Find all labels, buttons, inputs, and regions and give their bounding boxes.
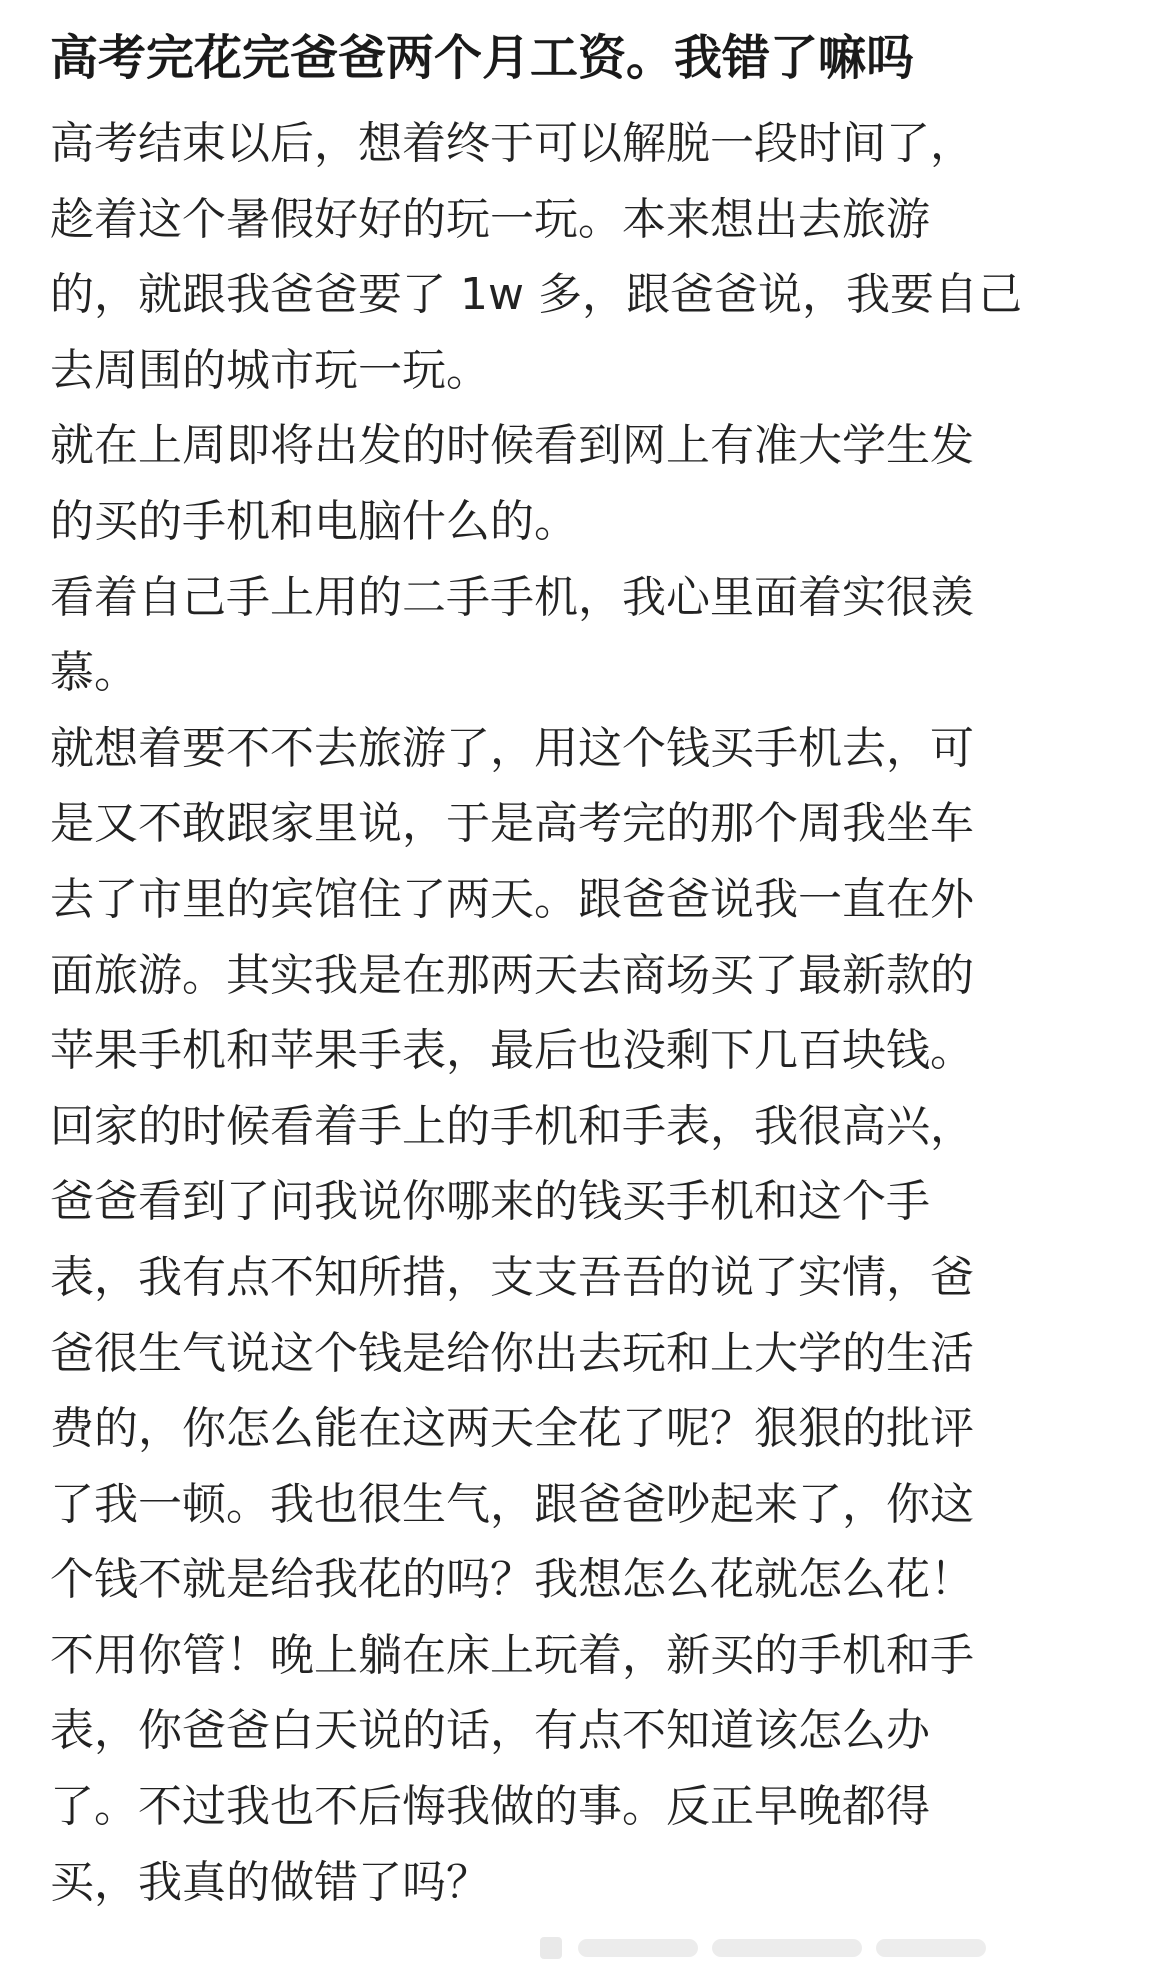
watermark-stroke xyxy=(876,1939,986,1957)
post-line: 趁着这个暑假好好的玩一玩。本来想出去旅游 xyxy=(50,193,930,245)
post-line: 表，我有点不知所措，支支吾吾的说了实情，爸 xyxy=(50,1251,974,1303)
watermark-stroke xyxy=(578,1939,698,1957)
post-line: 面旅游。其实我是在那两天去商场买了最新款的 xyxy=(50,949,974,1001)
post-line: 高考结束以后，想着终于可以解脱一段时间了， xyxy=(50,118,974,169)
watermark-logo-icon xyxy=(540,1937,562,1959)
post-line: 慕。 xyxy=(50,647,138,699)
post-line: 就想着要不不去旅游了，用这个钱买手机去，可 xyxy=(50,722,974,774)
post-line: 苹果手机和苹果手表，最后也没剩下几百块钱。 xyxy=(50,1025,974,1077)
post-line: 回家的时候看着手上的手机和手表，我很高兴， xyxy=(50,1100,974,1152)
watermark xyxy=(540,1928,1140,1968)
post-line: 去了市里的宾馆住了两天。跟爸爸说我一直在外 xyxy=(50,873,974,925)
post-line: 的，就跟我爸爸要了 1w 多，跟爸爸说，我要自己 xyxy=(50,269,1022,321)
watermark-stroke xyxy=(712,1939,862,1957)
post-line: 的买的手机和电脑什么的。 xyxy=(50,495,578,547)
post-line: 了。不过我也不后悔我做的事。反正早晚都得 xyxy=(50,1781,930,1833)
post-line: 就在上周即将出发的时候看到网上有准大学生发 xyxy=(50,420,974,472)
post xyxy=(50,20,1140,1920)
post-line: 费的，你怎么能在这两天全花了呢？狠狠的批评 xyxy=(50,1403,974,1455)
post-body xyxy=(50,106,1140,1920)
post-line: 看着自己手上用的二手手机，我心里面着实很羡 xyxy=(50,571,974,623)
post-line: 了我一顿。我也很生气，跟爸爸吵起来了，你这 xyxy=(50,1478,974,1530)
post-line: 表，你爸爸白天说的话，有点不知道该怎么办 xyxy=(50,1705,930,1757)
post-line: 去周围的城市玩一玩。 xyxy=(50,344,490,396)
post-line: 个钱不就是给我花的吗？我想怎么花就怎么花！ xyxy=(50,1554,974,1606)
post-line: 不用你管！晚上躺在床上玩着，新买的手机和手 xyxy=(50,1629,974,1681)
post-line: 爸很生气说这个钱是给你出去玩和上大学的生活 xyxy=(50,1327,974,1379)
post-line: 爸爸看到了问我说你哪来的钱买手机和这个手 xyxy=(50,1176,930,1228)
post-line: 是又不敢跟家里说，于是高考完的那个周我坐车 xyxy=(50,798,974,850)
post-line: 买，我真的做错了吗？ xyxy=(50,1856,490,1908)
post-title: 高考完花完爸爸两个月工资。我错了嘛吗 xyxy=(50,30,915,86)
